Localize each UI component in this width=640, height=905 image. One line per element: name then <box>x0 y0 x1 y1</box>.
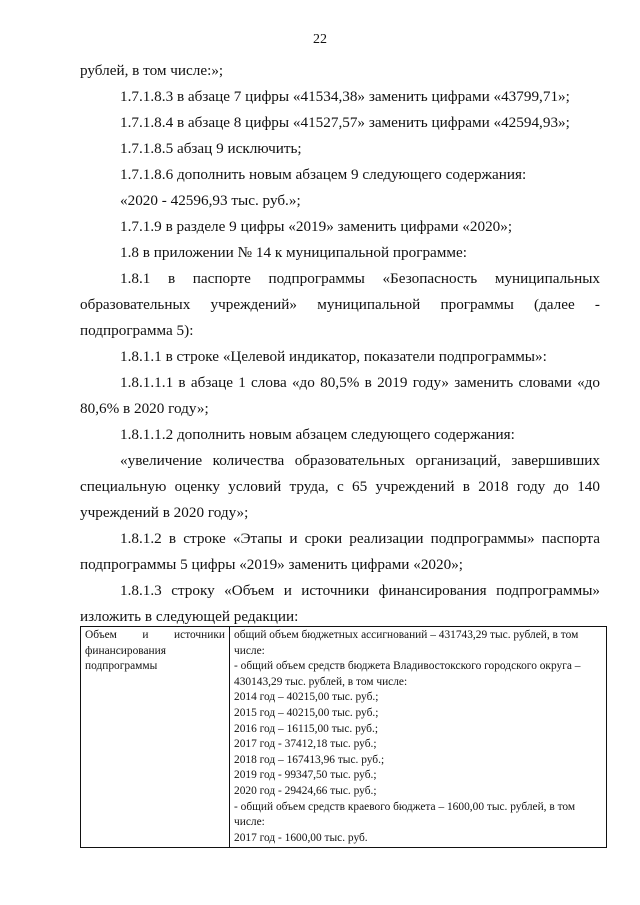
content-line: 2020 год - 29424,66 тыс. руб.; <box>234 784 377 797</box>
content-line: 2016 год – 16115,00 тыс. руб.; <box>234 722 378 735</box>
content-line: общий объем бюджетных ассигнований – 431743,29 тыс. рублей, в том числе: <box>234 629 579 657</box>
paragraph-continuation: рублей, в том числе:»; <box>80 62 224 79</box>
label-first-line <box>85 628 225 644</box>
label-word: и <box>142 629 149 641</box>
paragraph-1-8-1-3: 1.8.1.3 строку «Объем и источники финансирования подпрограммы» изложить в следующей редакции: <box>80 582 600 625</box>
content-line: - общий объем средств бюджета Владивостокского городского округа – 430143,29 тыс. рублей, в том числе: <box>234 660 581 688</box>
paragraph-quote-sout: «увеличение количества образовательных организаций, завершивших специальную оценку условий труда, с 65 учреждений в 2018 году до 140 учреждений в 2020 году»; <box>80 452 600 521</box>
paragraph-1-8: 1.8 в приложении № 14 к муниципальной программе: <box>120 244 467 261</box>
paragraph-1-8-1: 1.8.1 в паспорте подпрограммы «Безопасность муниципальных образовательных учреждений» муниципальной программы (далее - подпрограмма 5): <box>80 270 600 339</box>
content-line: 2014 год – 40215,00 тыс. руб.; <box>234 691 379 704</box>
financing-table <box>80 626 607 848</box>
content-line: 2019 год - 99347,50 тыс. руб.; <box>234 769 377 782</box>
label-word: Объем <box>85 629 117 641</box>
label-line: финансирования <box>85 644 166 657</box>
content-line: 2018 год – 167413,96 тыс. руб.; <box>234 753 385 766</box>
paragraph-1-7-1-9: 1.7.1.9 в разделе 9 цифры «2019» заменить цифрами «2020»; <box>120 218 513 235</box>
paragraph-1-7-1-8-4: 1.7.1.8.4 в абзаце 8 цифры «41527,57» заменить цифрами «42594,93»; <box>120 114 570 131</box>
paragraph-1-7-1-8-3: 1.7.1.8.3 в абзаце 7 цифры «41534,38» заменить цифрами «43799,71»; <box>120 88 570 105</box>
paragraph-quote-2020: «2020 - 42596,93 тыс. руб.»; <box>120 192 301 209</box>
paragraph-1-8-1-1: 1.8.1.1 в строке «Целевой индикатор, показатели подпрограммы»: <box>120 348 547 365</box>
table-row <box>81 627 607 848</box>
paragraph-1-8-1-1-1: 1.8.1.1.1 в абзаце 1 слова «до 80,5% в 2019 году» заменить словами «до 80,6% в 2020 году»; <box>80 374 600 417</box>
content-line: 2015 год – 40215,00 тыс. руб.; <box>234 706 379 719</box>
content-line: 2017 год - 1600,00 тыс. руб. <box>234 831 368 844</box>
label-line: подпрограммы <box>85 660 158 673</box>
content-line: - общий объем средств краевого бюджета – 1600,00 тыс. рублей, в том числе: <box>234 800 576 829</box>
table-content-cell <box>230 627 607 848</box>
content-line: 2017 год - 37412,18 тыс. руб.; <box>234 738 377 751</box>
table-label-cell <box>81 627 230 848</box>
paragraph-1-8-1-1-2: 1.8.1.1.2 дополнить новым абзацем следующего содержания: <box>120 426 515 443</box>
paragraph-1-7-1-8-6: 1.7.1.8.6 дополнить новым абзацем 9 следующего содержания: <box>120 166 527 183</box>
document-body <box>80 58 600 630</box>
page-number: 22 <box>313 32 327 47</box>
label-word: источники <box>174 629 225 641</box>
paragraph-1-8-1-2: 1.8.1.2 в строке «Этапы и сроки реализации подпрограммы» паспорта подпрограммы 5 цифры «2019» заменить цифрами «2020»; <box>80 530 600 573</box>
paragraph-1-7-1-8-5: 1.7.1.8.5 абзац 9 исключить; <box>120 140 302 157</box>
